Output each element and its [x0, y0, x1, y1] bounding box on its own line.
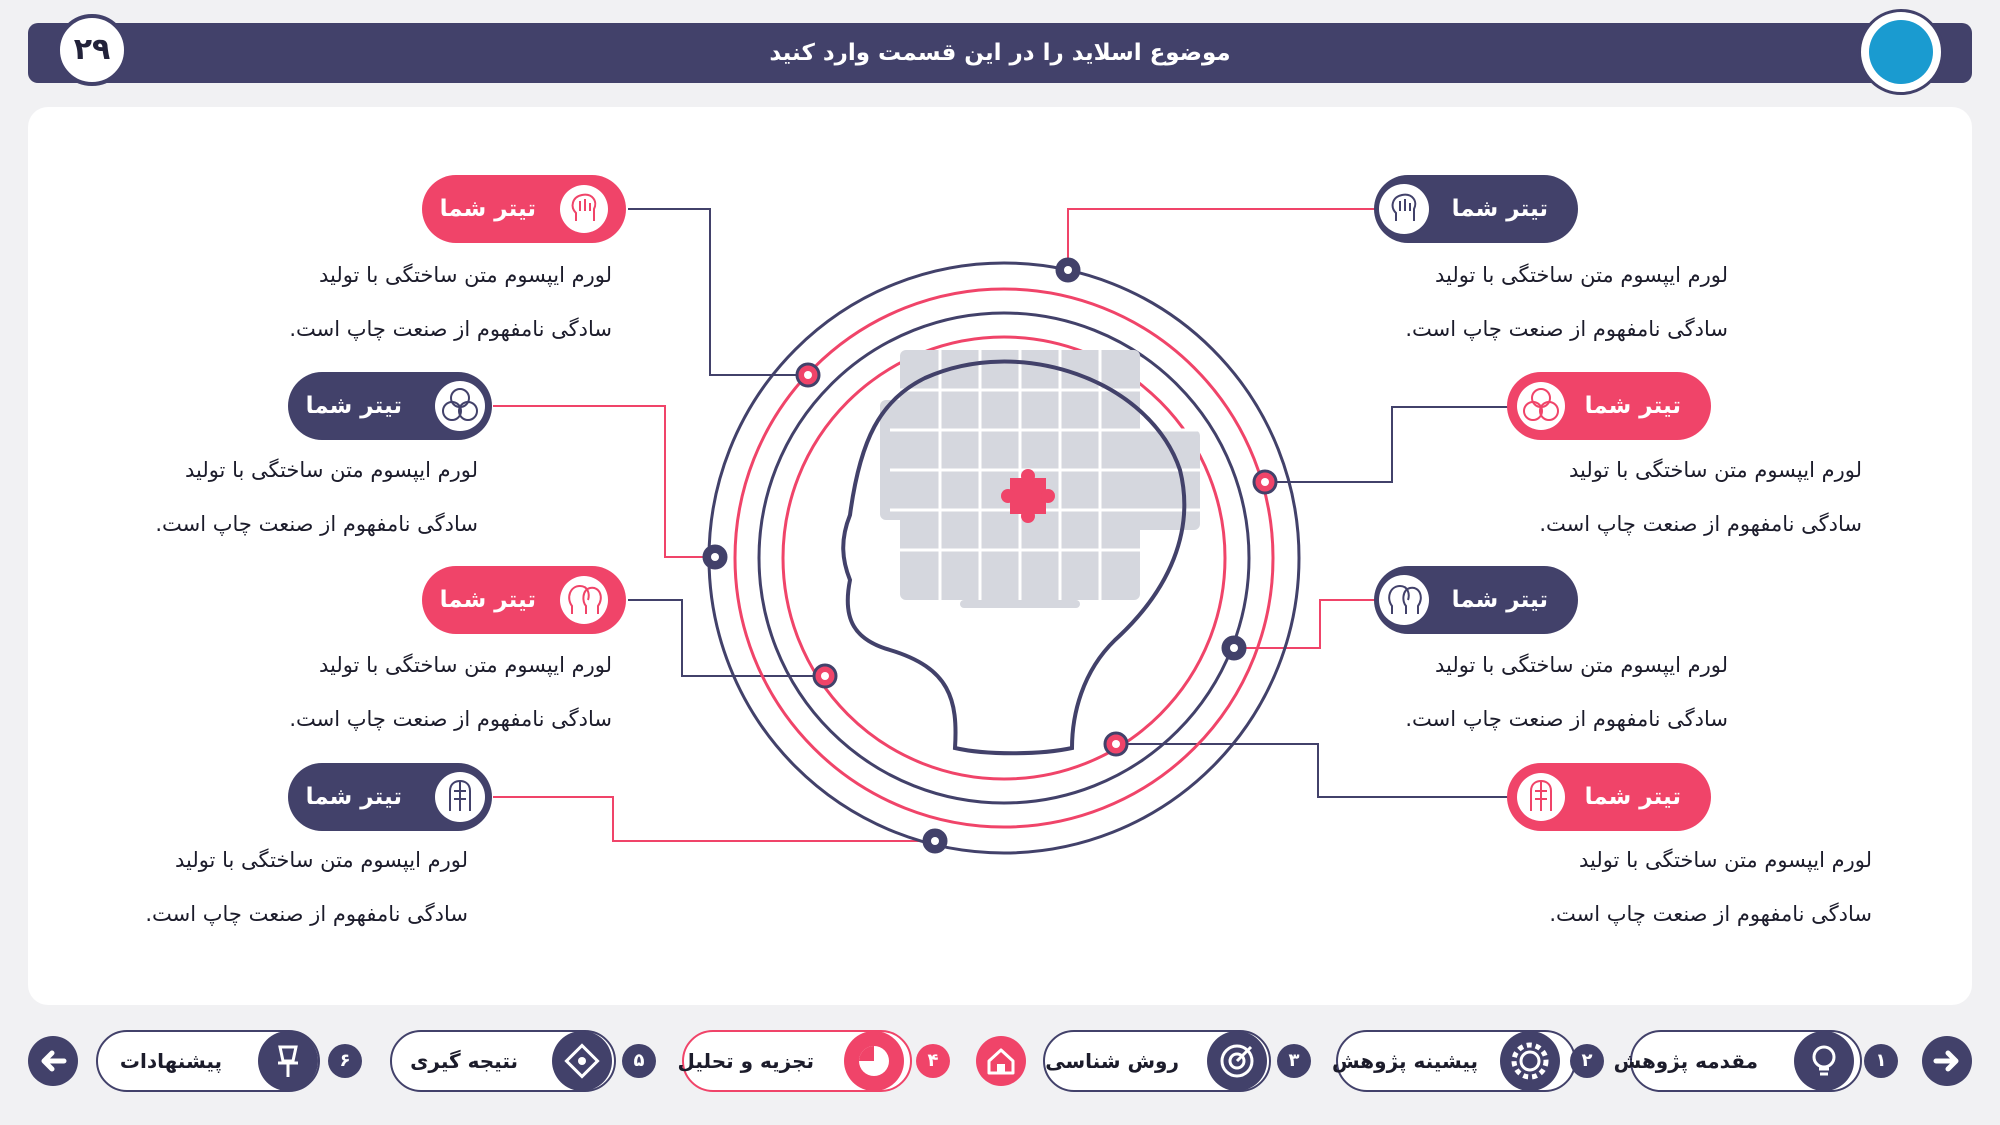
- connector-line: [1234, 600, 1380, 648]
- page-number: ۲۹: [56, 14, 128, 86]
- item-title-pill: [288, 372, 492, 440]
- item-title-pill: [1507, 372, 1711, 440]
- item-title: تیتر شما: [305, 393, 402, 419]
- connector-line: [628, 209, 808, 375]
- two-heads-icon: [558, 574, 610, 626]
- nav-number: ۲: [1570, 1044, 1604, 1078]
- slide-title: موضوع اسلاید را در این قسمت وارد کنید: [769, 40, 1231, 66]
- gear-icon[interactable]: [1500, 1031, 1560, 1091]
- item-title-pill: [288, 763, 492, 831]
- nav-number: ۱: [1864, 1044, 1898, 1078]
- item-title: تیتر شما: [1451, 196, 1548, 222]
- item-description: لورم ایپسوم متن ساختگی با تولید سادگی نامفهوم از صنعت چاپ است.: [145, 848, 468, 926]
- highlight-piece: [1010, 478, 1046, 514]
- brain-icon: [434, 771, 486, 823]
- connector-line: [1265, 407, 1509, 482]
- connector-line: [493, 406, 715, 557]
- item-title: تیتر شما: [305, 784, 402, 810]
- item-title: تیتر شما: [1584, 784, 1681, 810]
- item-title-pill: [422, 566, 626, 634]
- item-title: تیتر شما: [1451, 587, 1548, 613]
- item-title-pill: [1374, 566, 1578, 634]
- nav-number: ۶: [328, 1044, 362, 1078]
- nav-number: ۴: [916, 1044, 950, 1078]
- head-growth-icon: [1378, 183, 1430, 235]
- nav-item-introduction[interactable]: مقدمه پژوهش: [1630, 1030, 1862, 1092]
- home-button[interactable]: [976, 1036, 1026, 1086]
- lightbulb-icon[interactable]: [1794, 1031, 1854, 1091]
- arrow-right-icon: [1922, 1036, 1972, 1086]
- item-description: لورم ایپسوم متن ساختگی با تولید سادگی نامفهوم از صنعت چاپ است.: [1405, 653, 1728, 731]
- item-description: لورم ایپسوم متن ساختگی با تولید سادگی نامفهوم از صنعت چاپ است.: [289, 263, 612, 341]
- target-icon[interactable]: [1207, 1031, 1267, 1091]
- item-title-pill: [1374, 175, 1578, 243]
- nav-number: ۳: [1277, 1044, 1311, 1078]
- next-arrow-button[interactable]: [1922, 1036, 1972, 1086]
- item-description: لورم ایپسوم متن ساختگی با تولید سادگی نامفهوم از صنعت چاپ است.: [289, 653, 612, 731]
- item-description: لورم ایپسوم متن ساختگی با تولید سادگی نامفهوم از صنعت چاپ است.: [155, 458, 478, 536]
- puzzle-icon[interactable]: [552, 1031, 612, 1091]
- nav-item-analysis[interactable]: تجزیه و تحلیل: [682, 1030, 912, 1092]
- connector-line: [1068, 209, 1380, 270]
- network-icon: [434, 380, 486, 432]
- nav-item-suggestions[interactable]: پیشنهادات: [96, 1030, 320, 1092]
- item-title: تیتر شما: [439, 587, 536, 613]
- item-description: لورم ایپسوم متن ساختگی با تولید سادگی نامفهوم از صنعت چاپ است.: [1549, 848, 1872, 926]
- pie-chart-icon[interactable]: [844, 1031, 904, 1091]
- connector-line: [628, 600, 825, 676]
- network-icon: [1515, 380, 1567, 432]
- item-title: تیتر شما: [439, 196, 536, 222]
- two-heads-icon: [1378, 574, 1430, 626]
- connector-line: [1116, 744, 1509, 797]
- prev-arrow-button[interactable]: [28, 1036, 78, 1086]
- pin-icon[interactable]: [258, 1031, 318, 1091]
- item-description: لورم ایپسوم متن ساختگی با تولید سادگی نامفهوم از صنعت چاپ است.: [1539, 458, 1862, 536]
- brain-icon: [1515, 771, 1567, 823]
- item-title: تیتر شما: [1584, 393, 1681, 419]
- item-title-pill: [422, 175, 626, 243]
- head-growth-icon: [558, 183, 610, 235]
- item-description: لورم ایپسوم متن ساختگی با تولید سادگی نامفهوم از صنعت چاپ است.: [1405, 263, 1728, 341]
- nav-item-conclusion[interactable]: نتیجه گیری: [390, 1030, 616, 1092]
- nav-item-methodology[interactable]: روش شناسی: [1043, 1030, 1271, 1092]
- home-icon: [976, 1036, 1026, 1086]
- item-title-pill: [1507, 763, 1711, 831]
- nav-item-literature-review[interactable]: پیشینه پژوهش: [1336, 1030, 1576, 1092]
- arrow-left-icon: [28, 1036, 78, 1086]
- nav-number: ۵: [622, 1044, 656, 1078]
